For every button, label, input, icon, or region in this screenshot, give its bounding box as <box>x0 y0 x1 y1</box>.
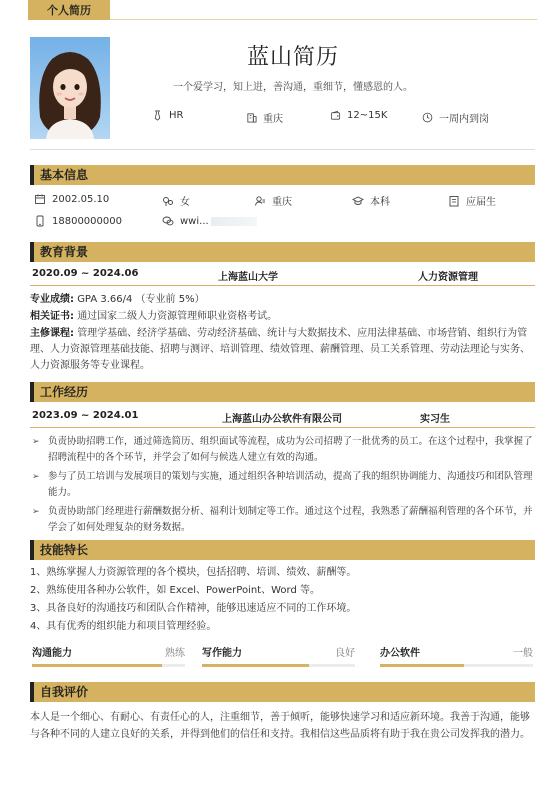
section-marker <box>30 242 34 262</box>
edu-school: 上海蓝山大学 <box>218 272 278 283</box>
section-basic-title: 基本信息 <box>40 168 89 182</box>
section-education-header <box>30 242 535 262</box>
skill-bar-fill <box>380 664 464 667</box>
graduation-cap-icon <box>352 195 364 207</box>
edu-cert-label: 相关证书: <box>30 311 74 322</box>
edu-course-text: 管理学基础、经济学基础、劳动经济基础、统计与大数据技术、应用法律基础、市场营销、组织行为管理、人力资源管理基础技能、招聘与测评、培训管理、绩效管理、薪酬管理、员工关系管理、劳动法理论与实务、人力资源服务等专业课程。 <box>30 328 530 371</box>
skill-bar-fill <box>202 664 309 667</box>
section-work-header <box>30 382 535 402</box>
edu-courses <box>30 326 535 374</box>
phone-icon <box>34 215 46 227</box>
skill-bar-track <box>202 664 355 667</box>
section-skills-header <box>30 540 535 560</box>
work-bullets <box>30 434 535 539</box>
skill-item: 3、具备良好的沟通技巧和团队合作精神，能够迅速适应不同的工作环境。 <box>30 603 357 614</box>
arrow-icon: ➢ <box>32 472 40 482</box>
work-underline <box>30 427 535 428</box>
resume-tab: 个人简历 <box>28 0 110 20</box>
edu-underline <box>30 285 535 286</box>
section-marker <box>30 382 34 402</box>
info-residence <box>254 193 292 208</box>
meta-availability <box>422 110 489 125</box>
info-degree-text: 本科 <box>370 197 390 208</box>
skill-bar-label: 办公软件 <box>380 648 420 659</box>
meta-salary-text: 12~15K <box>347 110 388 121</box>
info-phone <box>34 215 122 227</box>
arrow-icon: ➢ <box>32 437 40 447</box>
info-degree <box>352 193 390 208</box>
edu-major: 人力资源管理 <box>418 272 478 283</box>
skills-list <box>30 564 535 636</box>
info-birth <box>34 193 109 205</box>
meta-position-text: HR <box>169 110 184 121</box>
skill-item: 1、熟练掌握人力资源管理的各个模块，包括招聘、培训、绩效、薪酬等。 <box>30 567 357 578</box>
section-selfeval-header <box>30 682 535 702</box>
edu-gpa <box>30 292 535 308</box>
tie-icon <box>152 110 163 121</box>
section-skills-title: 技能特长 <box>40 543 89 557</box>
self-eval-text: 本人是一个细心、有耐心、有责任心的人，注重细节，善于倾听，能够快速学习和适应新环境。我善于沟通，能够与各种不同的人建立良好的关系，并得到他们的信任和支持。我相信这些品质将有助于我在贵公司发挥我的潜力。 <box>30 712 530 740</box>
info-gender-text: 女 <box>180 197 190 208</box>
skill-bar-level: 良好 <box>335 648 355 659</box>
info-wechat <box>162 215 257 227</box>
info-phone-text: 18800000000 <box>52 215 122 227</box>
work-bullet: ➢ 负责协助部门经理进行薪酬数据分析、福利计划制定等工作。通过这个过程，我熟悉了薪酬福利管理的各个环节，并学会了如何处理复杂的财务数据。 <box>32 506 533 533</box>
calendar-icon <box>34 193 46 205</box>
meta-city <box>246 110 283 125</box>
work-period: 2023.09 ~ 2024.01 <box>32 410 139 421</box>
clock-icon <box>422 112 433 123</box>
skill-item: 4、具有优秀的组织能力和项目管理经验。 <box>30 621 217 632</box>
portrait-illustration <box>30 37 110 139</box>
section-basic-header <box>30 165 535 185</box>
skill-bar-track <box>32 664 185 667</box>
meta-availability-text: 一周内到岗 <box>439 114 489 125</box>
wechat-icon <box>162 215 174 227</box>
section-marker <box>30 682 34 702</box>
skill-bar-track <box>380 664 533 667</box>
skill-item: 2、熟练使用各种办公软件，如 Excel、PowerPoint、Word 等。 <box>30 585 320 596</box>
info-birth-text: 2002.05.10 <box>52 193 110 205</box>
header-line <box>110 19 537 20</box>
edu-course-label: 主修课程: <box>30 328 74 339</box>
section-education-title: 教育背景 <box>40 245 89 259</box>
edu-cert-text: 通过国家二级人力资源管理师职业资格考试。 <box>77 311 278 322</box>
edu-gpa-label: 专业成绩: <box>30 294 74 305</box>
wallet-icon <box>330 110 341 121</box>
work-company: 上海蓝山办公软件有限公司 <box>222 414 342 425</box>
slogan: 一个爱学习，知上进，善沟通，重细节，懂感恩的人。 <box>173 82 413 93</box>
user-pin-icon <box>254 195 266 207</box>
section-marker <box>30 540 34 560</box>
building-icon <box>246 112 257 123</box>
edu-period: 2020.09 ~ 2024.06 <box>32 268 139 279</box>
skill-bar-level: 一般 <box>513 648 533 659</box>
document-icon <box>448 195 460 207</box>
edu-gpa-text: GPA 3.66/4 （专业前 5%） <box>77 294 205 305</box>
work-bullet: ➢ 参与了员工培训与发展项目的策划与实施，通过组织各种培训活动，提高了我的组织协调能力、沟通技巧和团队管理能力。 <box>32 471 533 498</box>
info-status-text: 应届生 <box>466 197 496 208</box>
info-gender <box>162 193 190 208</box>
wechat-blur <box>211 217 257 226</box>
skill-bar-fill <box>32 664 162 667</box>
section-work-title: 工作经历 <box>40 385 89 399</box>
profile-photo <box>30 37 110 139</box>
edu-cert <box>30 309 535 325</box>
meta-city-text: 重庆 <box>263 114 283 125</box>
section-marker <box>30 165 34 185</box>
gender-icon <box>162 195 174 207</box>
meta-salary <box>330 110 387 121</box>
skill-bar-label: 写作能力 <box>202 648 242 659</box>
skill-bar-label: 沟通能力 <box>32 648 72 659</box>
section-selfeval-title: 自我评价 <box>40 685 89 699</box>
arrow-icon: ➢ <box>32 507 40 517</box>
info-status <box>448 193 496 208</box>
resume-name: 蓝山简历 <box>246 45 339 70</box>
meta-position <box>152 110 183 121</box>
info-residence-text: 重庆 <box>272 197 292 208</box>
skill-bar-level: 熟练 <box>165 648 185 659</box>
work-role: 实习生 <box>420 414 450 425</box>
info-wechat-text: wwi... <box>180 215 209 227</box>
work-bullet: ➢ 负责协助招聘工作，通过筛选简历、组织面试等流程，成功为公司招聘了一批优秀的员工。在这个过程中，我掌握了招聘流程中的各个环节，并学会了如何与候选人建立有效的沟通。 <box>32 436 533 463</box>
header-divider <box>30 149 535 150</box>
